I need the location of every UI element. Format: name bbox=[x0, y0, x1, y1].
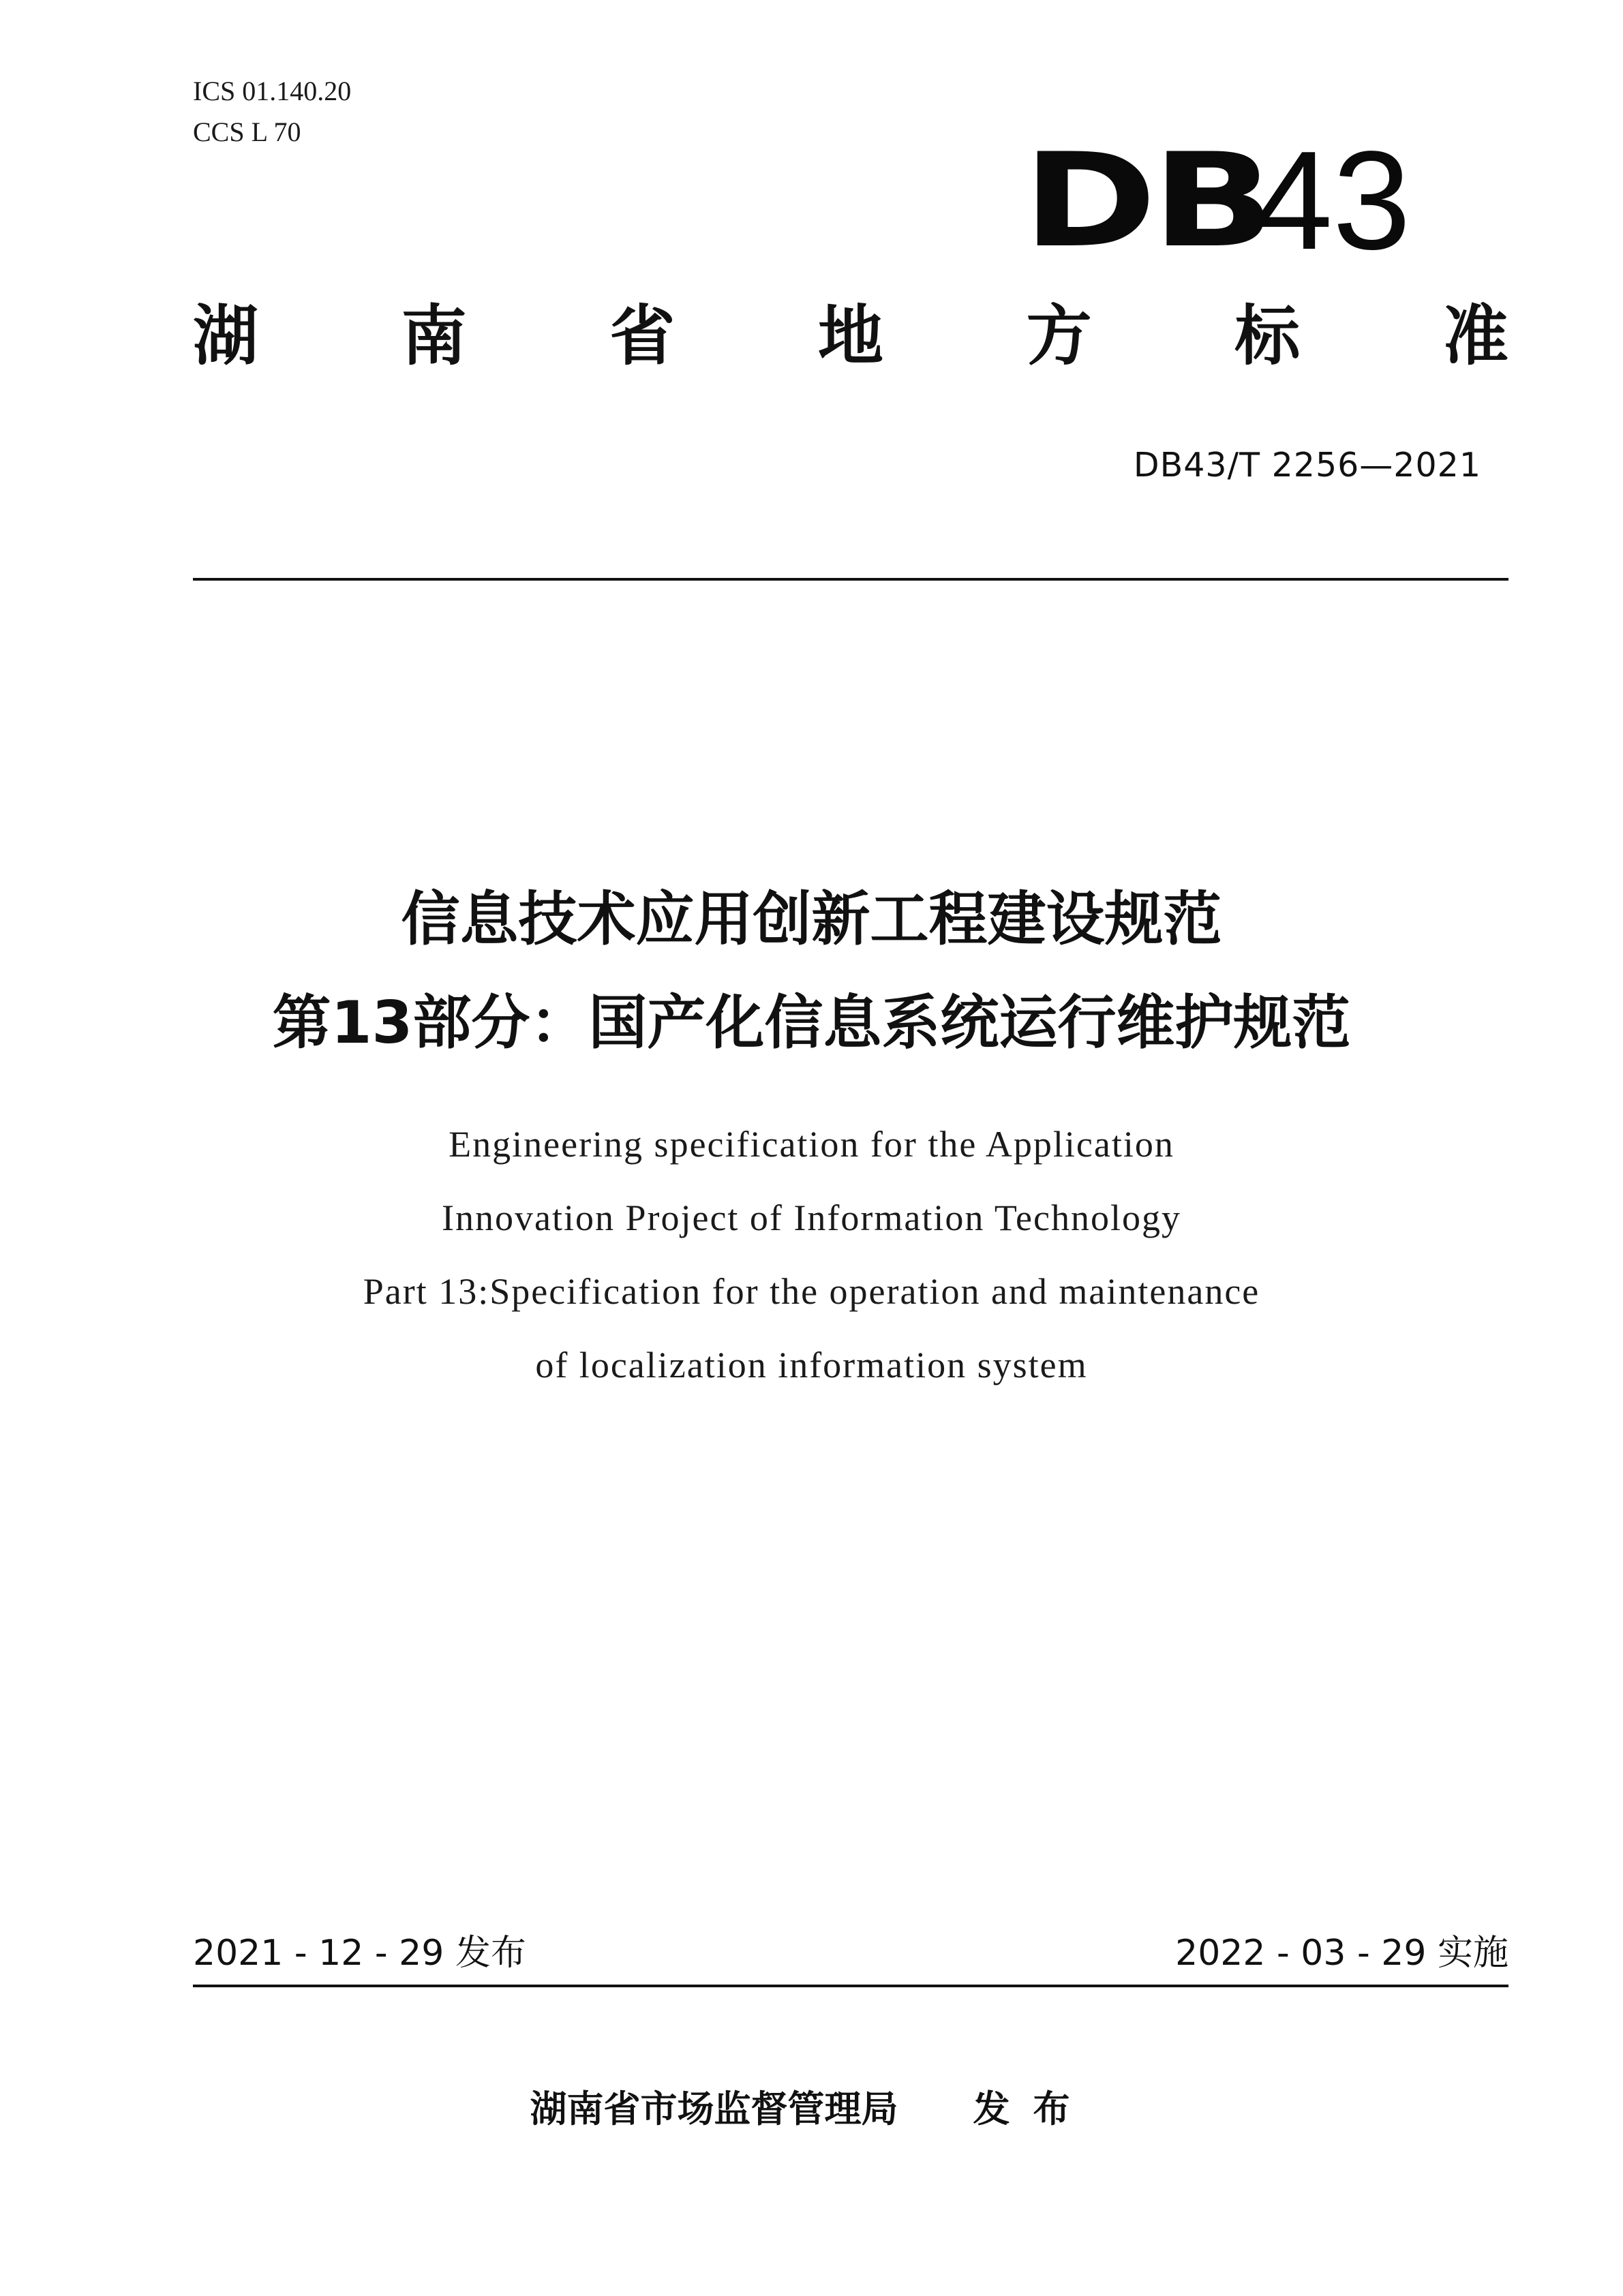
english-title-line-1: Engineering specification for the Application bbox=[449, 1124, 1174, 1165]
publish-label: 发布 bbox=[973, 2087, 1093, 2130]
chinese-title-line-2: 第13部分：国产化信息系统运行维护规范 bbox=[272, 989, 1351, 1057]
standard-type-char: 准 bbox=[1442, 298, 1508, 374]
chinese-title-line-1: 信息技术应用创新工程建设规范 bbox=[401, 885, 1222, 953]
ccs-code: CCS L 70 bbox=[193, 117, 301, 147]
standard-type-char: 省 bbox=[609, 298, 676, 374]
ics-code: ICS 01.140.20 bbox=[193, 76, 352, 106]
english-title-line-2: Innovation Project of Information Technology bbox=[442, 1197, 1181, 1238]
top-divider bbox=[193, 578, 1508, 581]
standard-type-char: 湖 bbox=[193, 298, 258, 374]
bottom-divider bbox=[193, 1985, 1508, 1987]
publisher-line bbox=[0, 2087, 1623, 2130]
standard-type-char: 地 bbox=[817, 298, 883, 374]
implementation-date: 2022 - 03 - 29 实施 bbox=[1175, 1933, 1508, 1974]
standard-number: DB43/T 2256—2021 bbox=[1133, 446, 1481, 485]
standard-type-char: 南 bbox=[401, 298, 467, 374]
standard-type-char: 方 bbox=[1026, 298, 1092, 374]
english-title-line-3: Part 13:Specification for the operation and maintenance bbox=[363, 1271, 1260, 1312]
db-logo-prefix: DB bbox=[1022, 125, 1271, 277]
english-title-line-4: of localization information system bbox=[535, 1345, 1088, 1386]
db-logo-code: 43 bbox=[1254, 122, 1411, 279]
standard-type-heading bbox=[193, 298, 1508, 374]
issue-date: 2021 - 12 - 29 发布 bbox=[193, 1933, 526, 1974]
publisher-name: 湖南省市场监督管理局 bbox=[530, 2087, 898, 2130]
standard-type-char: 标 bbox=[1234, 298, 1301, 374]
db43-logo bbox=[1022, 122, 1411, 279]
